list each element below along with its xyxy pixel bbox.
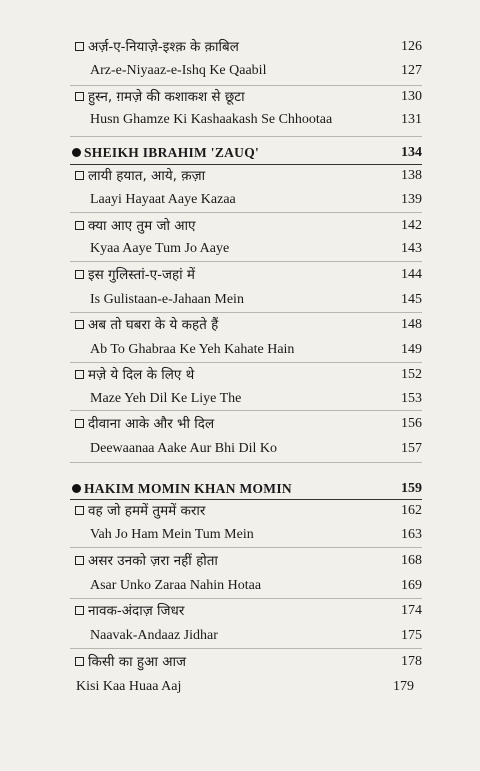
page-number: 169 [401, 578, 422, 593]
toc-entry [0, 87, 480, 107]
page-number: 159 [401, 481, 422, 496]
toc-entry [0, 61, 480, 81]
toc-entry [0, 315, 480, 335]
page-number: 156 [401, 416, 422, 431]
entry-title-hindi: लायी हयात, आये, क़ज़ा [88, 168, 206, 184]
separator-line [70, 547, 422, 548]
checkbox-square-icon [75, 370, 84, 379]
entry-title-hindi: असर उनको ज़रा नहीं होता [88, 553, 218, 569]
toc-entry [0, 551, 480, 571]
toc-entry [0, 652, 480, 672]
toc-entry [0, 166, 480, 186]
page-number: 139 [401, 192, 422, 207]
page-number: 142 [401, 218, 422, 233]
toc-entry [0, 414, 480, 434]
page-number: 174 [401, 603, 422, 618]
entry-title-hindi: अब तो घबरा के ये कहते हैं [88, 317, 219, 333]
entry-title-hindi: किसी का हुआ आज [88, 654, 187, 670]
toc-author-heading [0, 143, 480, 163]
toc-entry [0, 626, 480, 646]
separator-line [70, 462, 422, 463]
toc-entry [0, 439, 480, 459]
toc-entry [0, 365, 480, 385]
page-number: 149 [401, 342, 422, 357]
separator-line [70, 499, 422, 500]
page-number: 130 [401, 89, 422, 104]
entry-title-roman: Ab To Ghabraa Ke Yeh Kahate Hain [90, 342, 295, 357]
entry-title-hindi: नावक-अंदाज़ जिधर [88, 603, 185, 619]
toc-entry [0, 190, 480, 210]
entry-title-roman: Husn Ghamze Ki Kashaakash Se Chhootaa [90, 112, 333, 127]
toc-author-heading [0, 479, 480, 499]
entry-title-roman: Laayi Hayaat Aaye Kazaa [90, 192, 236, 207]
entry-title-roman: Asar Unko Zaraa Nahin Hotaa [90, 578, 262, 593]
toc-entry [0, 389, 480, 409]
entry-title-hindi: अर्ज़-ए-नियाज़े-इश्क़ के क़ाबिल [88, 39, 239, 55]
author-name: HAKIM MOMIN KHAN MOMIN [84, 481, 292, 496]
page-number: 153 [401, 391, 422, 406]
entry-title-roman: Naavak-Andaaz Jidhar [90, 628, 218, 643]
checkbox-square-icon [75, 657, 84, 666]
bullet-dot-icon [72, 484, 81, 493]
checkbox-square-icon [75, 171, 84, 180]
page-number: 175 [401, 628, 422, 643]
separator-line [70, 136, 422, 137]
separator-line [70, 85, 422, 86]
checkbox-square-icon [75, 42, 84, 51]
bullet-dot-icon [72, 148, 81, 157]
checkbox-square-icon [75, 419, 84, 428]
entry-title-hindi: क्या आए तुम जो आए [88, 218, 196, 234]
toc-entry [0, 501, 480, 521]
checkbox-square-icon [75, 556, 84, 565]
entry-title-roman: Kisi Kaa Huaa Aaj [76, 679, 182, 694]
page-number: 152 [401, 367, 422, 382]
separator-line [70, 312, 422, 313]
checkbox-square-icon [75, 92, 84, 101]
separator-line [70, 362, 422, 363]
entry-title-hindi: दीवाना आके और भी दिल [88, 416, 215, 432]
page-number: 178 [401, 654, 422, 669]
entry-title-roman: Kyaa Aaye Tum Jo Aaye [90, 241, 230, 256]
toc-entry [0, 576, 480, 596]
entry-title-hindi: वह जो हममें तुममें करार [88, 503, 206, 519]
separator-line [70, 648, 422, 649]
page-number: 127 [401, 63, 422, 78]
entry-title-roman: Deewaanaa Aake Aur Bhi Dil Ko [90, 441, 277, 456]
page-number: 163 [401, 527, 422, 542]
separator-line [70, 598, 422, 599]
entry-title-roman: Vah Jo Ham Mein Tum Mein [90, 527, 254, 542]
entry-title-hindi: मज़े ये दिल के लिए थे [88, 367, 195, 383]
separator-line [70, 261, 422, 262]
page-number: 138 [401, 168, 422, 183]
entry-title-hindi: हुस्न, ग़मज़े की कशाकश से छूटा [88, 89, 245, 105]
toc-entry [0, 525, 480, 545]
checkbox-square-icon [75, 606, 84, 615]
toc-entry [0, 601, 480, 621]
page-number: 157 [401, 441, 422, 456]
checkbox-square-icon [75, 506, 84, 515]
toc-entry [0, 37, 480, 57]
page-number: 126 [401, 39, 422, 54]
page-number: 162 [401, 503, 422, 518]
separator-line [70, 212, 422, 213]
page-number: 144 [401, 267, 422, 282]
page-number: 134 [401, 145, 422, 160]
entry-title-roman: Is Gulistaan-e-Jahaan Mein [90, 292, 244, 307]
checkbox-square-icon [75, 270, 84, 279]
checkbox-square-icon [75, 221, 84, 230]
entry-title-hindi: इस गुलिस्तां-ए-जहां में [88, 267, 195, 283]
page-number: 145 [401, 292, 422, 307]
checkbox-square-icon [75, 320, 84, 329]
toc-entry [0, 265, 480, 285]
author-name: SHEIKH IBRAHIM 'ZAUQ' [84, 145, 260, 160]
toc-entry [0, 340, 480, 360]
toc-entry [0, 677, 480, 697]
toc-entry [0, 110, 480, 130]
page-number: 131 [401, 112, 422, 127]
entry-title-roman: Maze Yeh Dil Ke Liye The [90, 391, 242, 406]
toc-entry [0, 239, 480, 259]
page-number: 179 [393, 679, 414, 694]
toc-entry [0, 290, 480, 310]
separator-line [70, 164, 422, 165]
page-number: 148 [401, 317, 422, 332]
entry-title-roman: Arz-e-Niyaaz-e-Ishq Ke Qaabil [90, 63, 267, 78]
page-number: 168 [401, 553, 422, 568]
toc-entry [0, 216, 480, 236]
page-number: 143 [401, 241, 422, 256]
separator-line [70, 410, 422, 411]
